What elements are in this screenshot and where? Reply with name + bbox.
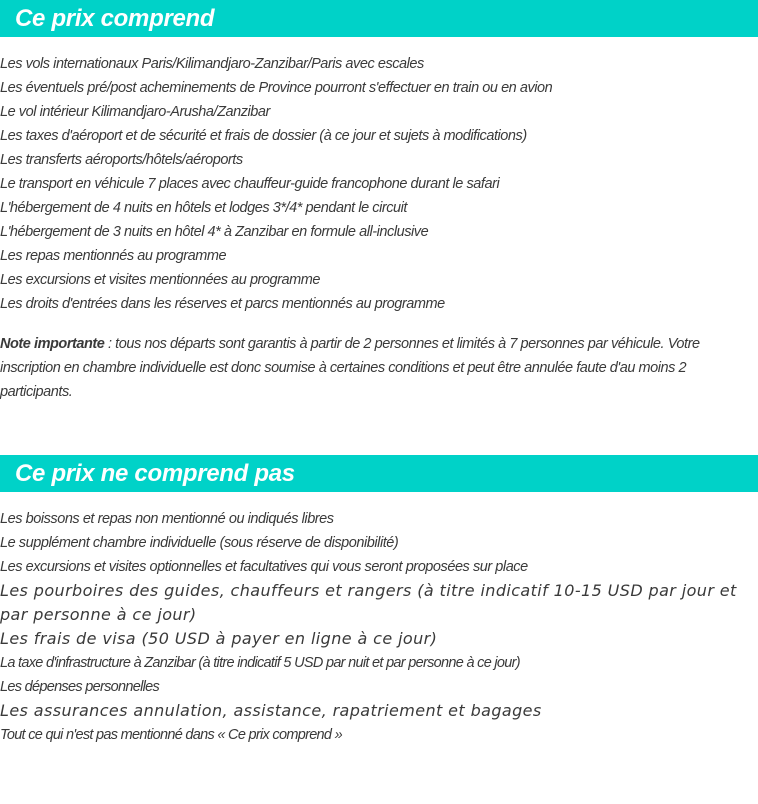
list-item: La taxe d'infrastructure à Zanzibar (à titre indicatif 5 USD par nuit et par personne à ce jour) — [0, 655, 520, 671]
included-section-banner — [0, 0, 758, 37]
included-section-title: Ce prix comprend — [15, 5, 215, 32]
list-item: Le supplément chambre individuelle (sous réserve de disponibilité) — [0, 535, 399, 551]
excluded-list — [0, 507, 758, 747]
excluded-section-banner — [0, 455, 758, 492]
list-item: Les assurances annulation, assistance, rapatriement et bagages — [0, 701, 542, 720]
list-item: Les excursions et visites mentionnées au programme — [0, 272, 321, 288]
list-item: Les repas mentionnés au programme — [0, 248, 227, 264]
list-item: Le vol intérieur Kilimandjaro-Arusha/Zanzibar — [0, 104, 270, 120]
list-item: L'hébergement de 3 nuits en hôtel 4* à Zanzibar en formule all-inclusive — [0, 224, 429, 240]
note-text: : tous nos départs sont garantis à partir de 2 personnes et limités à 7 personnes par véhicule. Votre inscription en chambre individuelle est donc soumise à certaines conditions et peut être annulée faute d'au moins 2 participants. — [0, 336, 700, 400]
list-item: Les droits d'entrées dans les réserves et parcs mentionnés au programme — [0, 296, 445, 312]
note-label: Note importante — [0, 336, 105, 352]
list-item: Les boissons et repas non mentionné ou indiqués libres — [0, 511, 334, 527]
list-item: Les frais de visa (50 USD à payer en ligne à ce jour) — [0, 629, 438, 648]
list-item: Les pourboires des guides, chauffeurs et rangers (à titre indicatif 10-15 USD par jour et par personne à ce jour) — [0, 581, 737, 624]
list-item: Les transferts aéroports/hôtels/aéroports — [0, 152, 243, 168]
list-item: Tout ce qui n'est pas mentionné dans « Ce prix comprend » — [0, 727, 342, 743]
list-item: Les excursions et visites optionnelles et facultatives qui vous seront proposées sur place — [0, 559, 528, 575]
list-item: Les dépenses personnelles — [0, 679, 160, 695]
list-item: Les vols internationaux Paris/Kilimandjaro-Zanzibar/Paris avec escales — [0, 56, 424, 72]
list-item: L'hébergement de 4 nuits en hôtels et lodges 3*/4* pendant le circuit — [0, 200, 408, 216]
list-item: Le transport en véhicule 7 places avec chauffeur-guide francophone durant le safari — [0, 176, 500, 192]
list-item: Les taxes d'aéroport et de sécurité et frais de dossier (à ce jour et sujets à modifications) — [0, 128, 527, 144]
list-item: Les éventuels pré/post acheminements de Province pourront s'effectuer en train ou en avion — [0, 80, 553, 96]
included-list — [0, 52, 758, 316]
excluded-section-title: Ce prix ne comprend pas — [15, 460, 295, 487]
important-note — [0, 332, 758, 404]
